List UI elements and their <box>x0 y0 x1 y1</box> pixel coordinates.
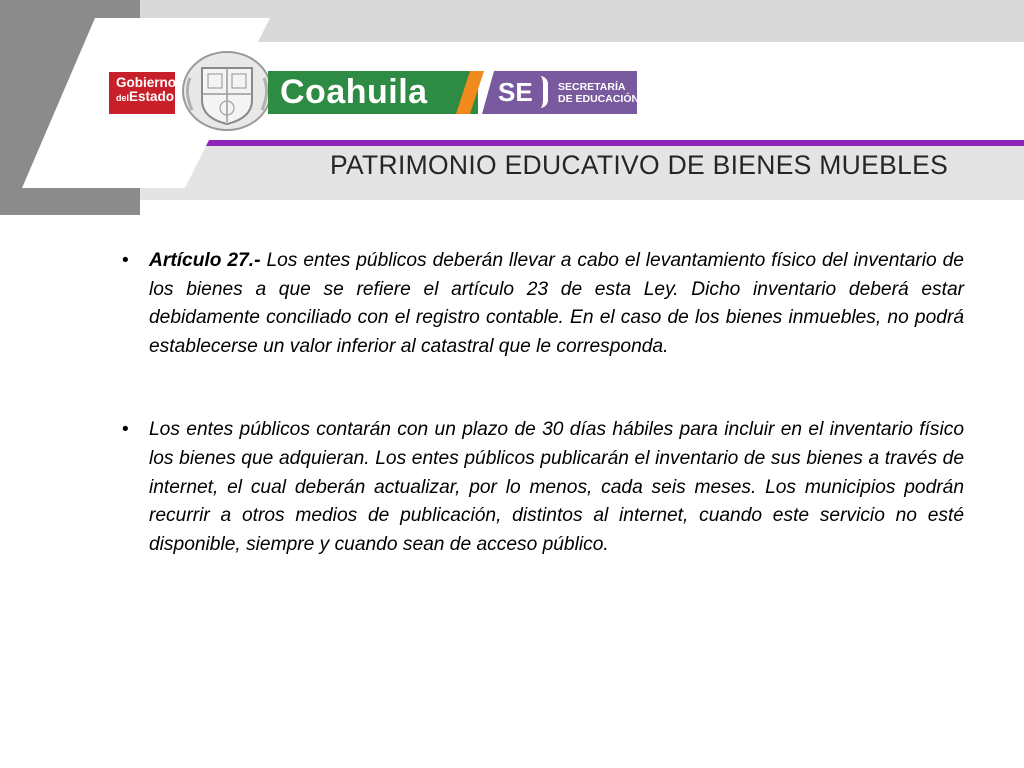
content-body <box>120 247 964 559</box>
gobierno-logo <box>109 72 175 114</box>
secretaria-line2: DE EDUCACIÓN <box>558 93 640 105</box>
secretaria-label <box>558 81 639 105</box>
bullet-2-text: Los entes públicos contarán con un plazo de 30 días hábiles para incluir en el inventario físico los bienes que adquieran. Los entes públicos publicarán el inventario de sus bienes a través de internet, el cual deberán actualizar, por lo menos, cada seis meses. Los municipios podrán recurrir a otros medios de publicación, distintos al internet, cuando este servicio no esté disponible, siempre y cuando sean de acceso público. <box>149 419 964 555</box>
coat-of-arms-icon <box>180 48 274 132</box>
gobierno-line2: del <box>116 93 130 103</box>
header-top-band <box>140 0 1024 42</box>
article-label: Artículo 27.- <box>149 250 261 271</box>
se-bracket-icon <box>540 76 548 108</box>
bullet-item-2 <box>120 416 964 559</box>
purple-divider <box>200 140 1024 146</box>
header <box>0 0 1024 215</box>
se-logo-text: SE <box>498 77 533 107</box>
bullet-item-1 <box>120 247 964 361</box>
gobierno-line3: Estado <box>129 89 175 104</box>
page-title: PATRIMONIO EDUCATIVO DE BIENES MUEBLES <box>330 150 949 180</box>
bullet-1-text: Los entes públicos deberán llevar a cabo el levantamiento físico del inventario de los bienes a que se refiere el artículo 23 de esta Ley. Dicho inventario deberá estar debidamente conciliado con el registro contable. En el caso de los bienes inmuebles, no podrá establecerse un valor inferior al catastral que le corresponda. <box>149 250 964 357</box>
secretaria-line1: SECRETARÍA <box>558 81 626 93</box>
coahuila-logo: Coahuila <box>268 71 478 114</box>
gobierno-line1: Gobierno <box>116 75 176 90</box>
